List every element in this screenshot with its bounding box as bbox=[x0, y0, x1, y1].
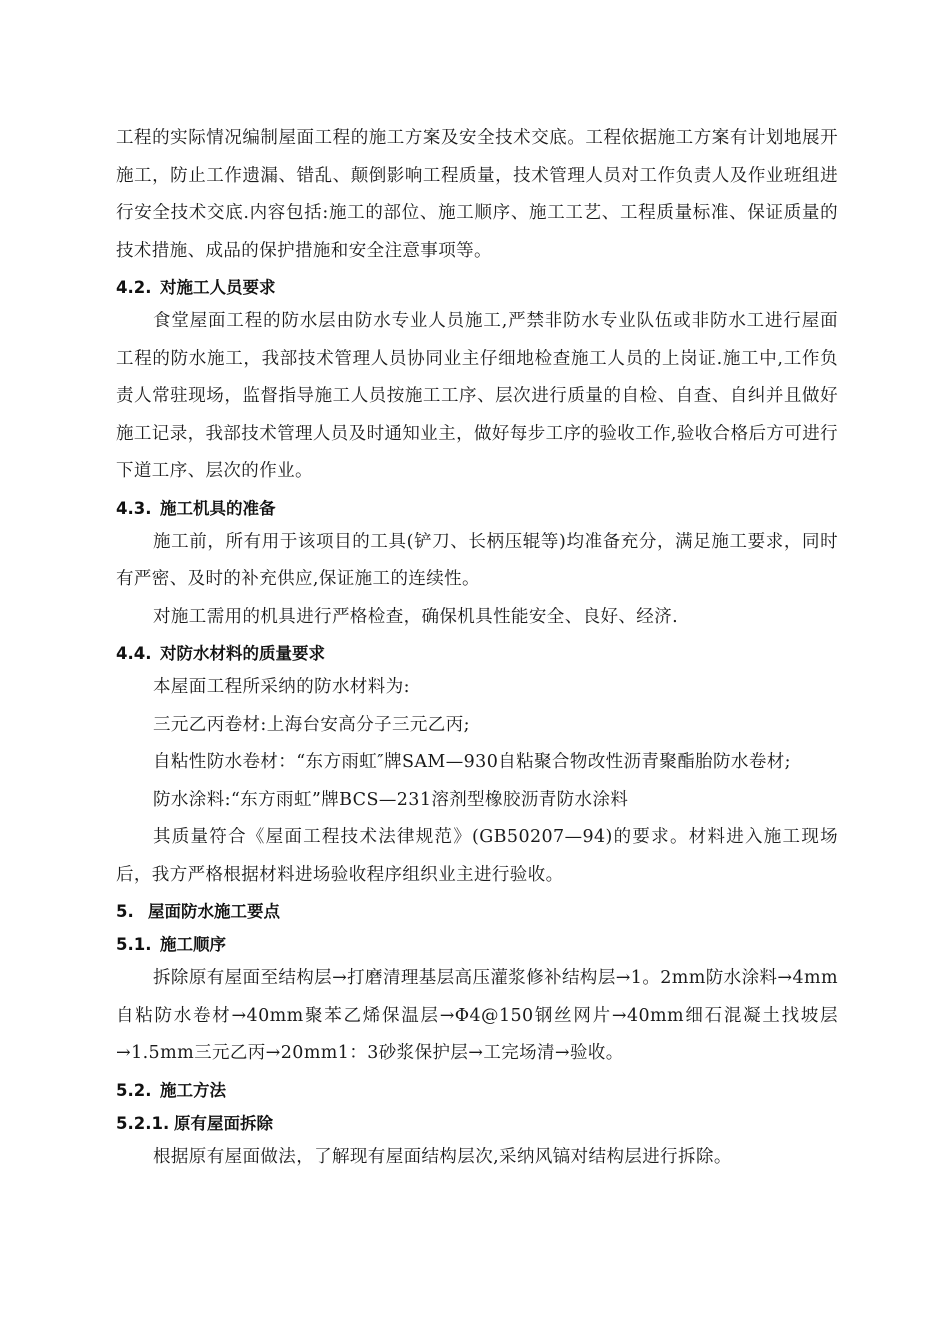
section-number: 5.2.1. bbox=[116, 1113, 170, 1133]
section-4-4-paragraph-4: 防水涂料:“东方雨虹”牌BCS—231溶剂型橡胶沥青防水涂料 bbox=[153, 789, 629, 810]
section-title: 施工方法 bbox=[160, 1080, 226, 1100]
section-5-2-1-heading bbox=[116, 1109, 838, 1139]
section-title: 对防水材料的质量要求 bbox=[160, 644, 325, 663]
intro-paragraph: 工程的实际情况编制屋面工程的施工方案及安全技术交底。工程依据施工方案有计划地展开施工，防止工作遗漏、错乱、颠倒影响工程质量，技术管理人员对工作负责人及作业班组进行安全技术交底.内容包括:施工的部位、施工顺序、施工工艺、工程质量标准、保证质量的技术措施、成品的保护措施和安全注意事项等。 bbox=[116, 128, 838, 261]
section-4-4-paragraph-2: 三元乙丙卷材:上海台安高分子三元乙丙; bbox=[153, 714, 470, 735]
section-title: 施工顺序 bbox=[160, 935, 226, 954]
section-4-2-heading bbox=[116, 273, 838, 303]
section-number: 5.1. bbox=[116, 935, 152, 954]
section-number: 5.2. bbox=[116, 1080, 152, 1100]
section-title: 原有屋面拆除 bbox=[174, 1113, 273, 1133]
section-4-3-paragraph-1: 施工前，所有用于该项目的工具(铲刀、长柄压辊等)均准备充分，满足施工要求，同时有严密、及时的补充供应,保证施工的连续性。 bbox=[116, 531, 838, 589]
section-4-3-paragraph-2: 对施工需用的机具进行严格检查，确保机具性能安全、良好、经济. bbox=[153, 606, 679, 627]
section-5-2-1-paragraph: 根据原有屋面做法，了解现有屋面结构层次,采纳风镐对结构层进行拆除。 bbox=[153, 1146, 732, 1167]
section-title: 施工机具的准备 bbox=[160, 498, 276, 518]
section-5-1-paragraph: 拆除原有屋面至结构层→打磨清理基层高压灌浆修补结构层→1。2mm防水涂料→4mm自粘防水卷材→40mm聚苯乙烯保温层→Φ4@150钢丝网片→40mm细石混凝土找坡层→1.5mm三元乙丙→20mm1：3砂浆保护层→工完场清→验收。 bbox=[116, 968, 838, 1063]
section-5-heading bbox=[116, 897, 838, 927]
section-4-4-paragraph-5: 其质量符合《屋面工程技术法律规范》(GB50207—94)的要求。材料进入施工现场后，我方严格根据材料进场验收程序组织业主进行验收。 bbox=[116, 827, 838, 885]
section-number: 4.2. bbox=[116, 278, 152, 297]
section-number: 5. bbox=[116, 902, 134, 921]
section-4-4-paragraph-3: 自粘性防水卷材：“东方雨虹″牌SAM—930自粘聚合物改性沥青聚酯胎防水卷材; bbox=[153, 752, 791, 772]
section-4-2-paragraph: 食堂屋面工程的防水层由防水专业人员施工,严禁非防水专业队伍或非防水工进行屋面工程的防水施工，我部技术管理人员协同业主仔细地检查施工人员的上岗证.施工中,工作负责人常驻现场，监督指导施工人员按施工工序、层次进行质量的自检、自查、自纠并且做好施工记录，我部技术管理人员及时通知业主，做好每步工序的验收工作,验收合格后方可进行下道工序、层次的作业。 bbox=[116, 311, 838, 481]
section-number: 4.3. bbox=[116, 498, 152, 518]
section-5-1-heading bbox=[116, 930, 838, 960]
section-title: 对施工人员要求 bbox=[160, 278, 276, 297]
section-number: 4.4. bbox=[116, 644, 152, 663]
section-4-3-heading bbox=[116, 494, 838, 524]
section-4-4-paragraph-1: 本屋面工程所采纳的防水材料为: bbox=[153, 677, 410, 697]
section-5-2-heading bbox=[116, 1076, 838, 1106]
document-page bbox=[116, 120, 838, 1176]
section-title: 屋面防水施工要点 bbox=[148, 902, 280, 921]
section-4-4-heading bbox=[116, 639, 838, 669]
